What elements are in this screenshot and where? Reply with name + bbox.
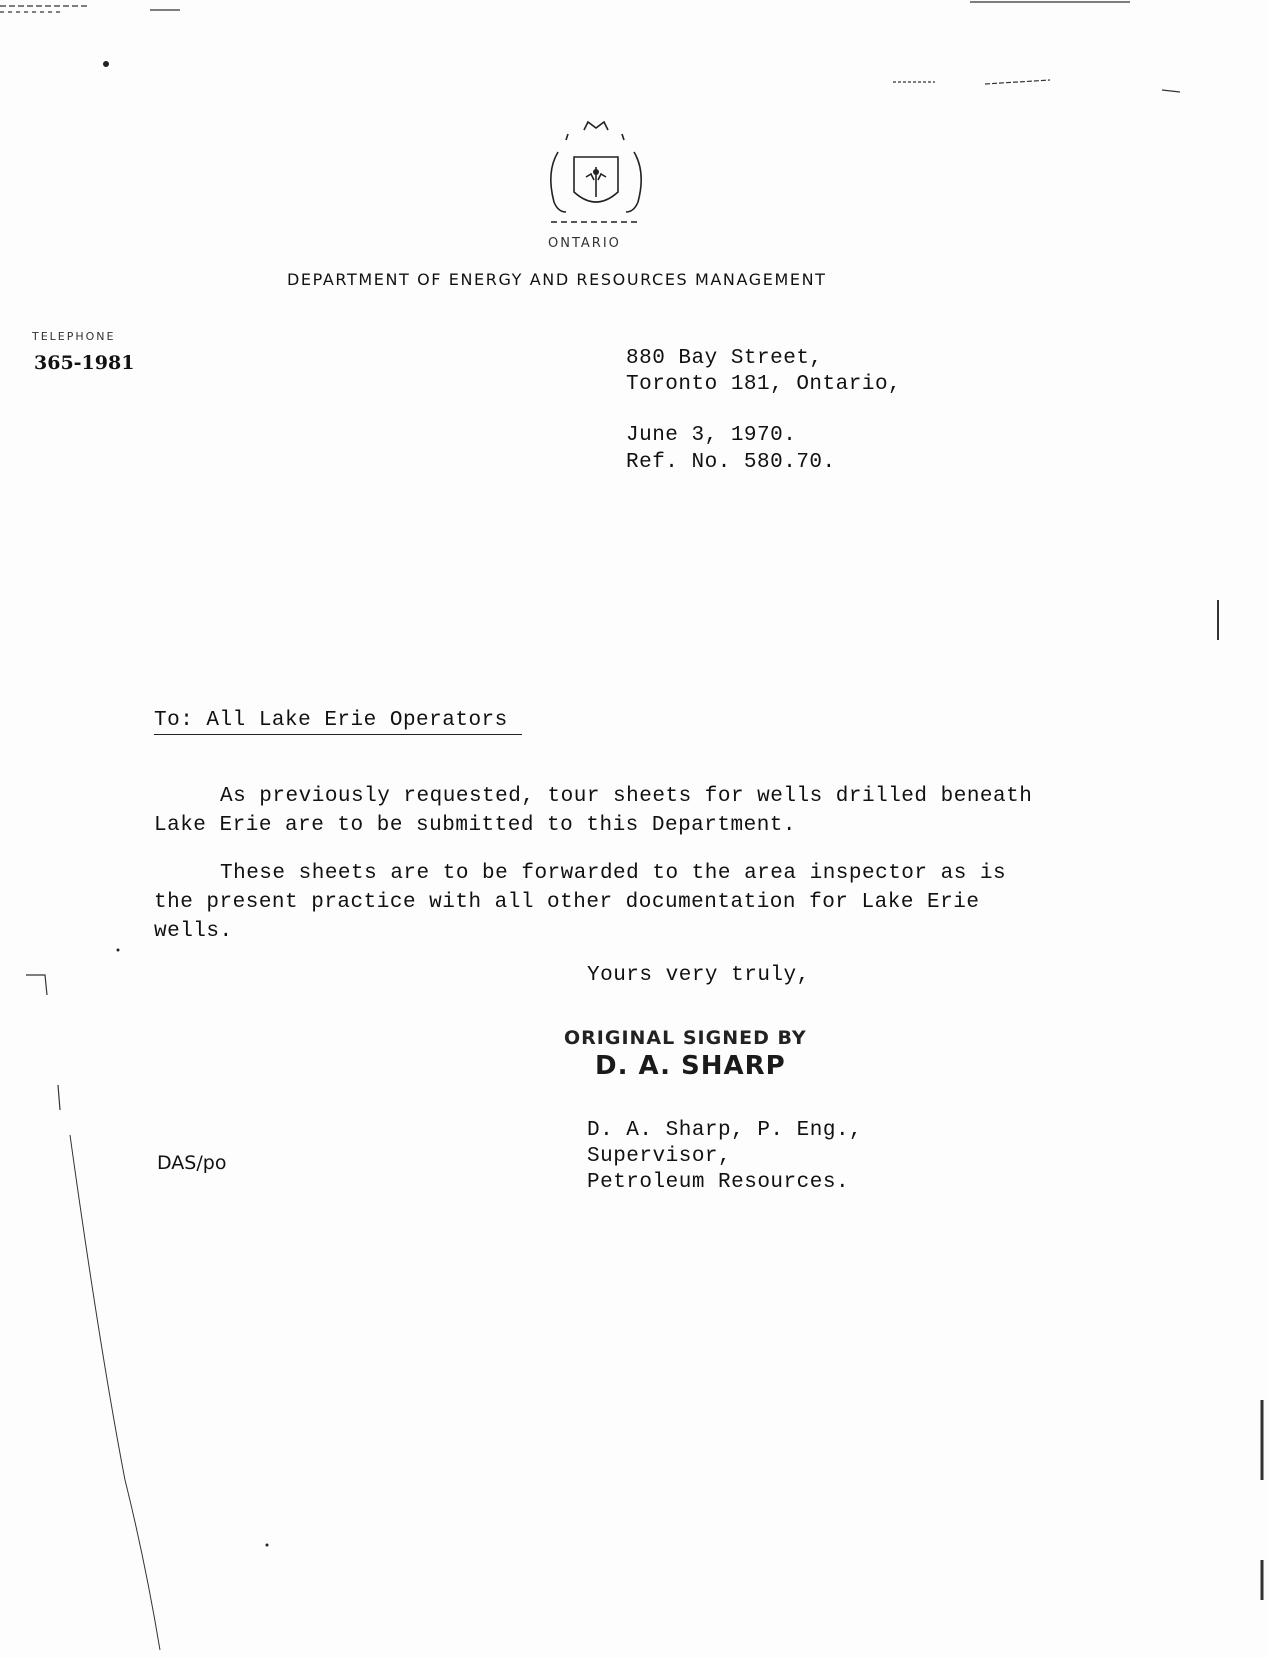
- body-paragraph-1: As previously requested, tour sheets for wells drilled beneath Lake Erie are to be submitted to this Department.: [154, 785, 1033, 837]
- address-street: 880 Bay Street,: [626, 347, 823, 370]
- signer-title: Supervisor,: [587, 1145, 732, 1168]
- telephone-label: TELEPHONE: [32, 330, 116, 343]
- closing-salutation: Yours very truly,: [587, 964, 810, 987]
- signature-stamp-line-2: D. A. SHARP: [595, 1051, 786, 1081]
- department-name: DEPARTMENT OF ENERGY AND RESOURCES MANAGEMENT: [287, 270, 827, 289]
- recipient-line: To: All Lake Erie Operators: [154, 709, 522, 735]
- signer-name: D. A. Sharp, P. Eng.,: [587, 1119, 863, 1142]
- body-paragraph-2: These sheets are to be forwarded to the area inspector as is the present practice with all other documentation for Lake Erie wells.: [154, 862, 1007, 943]
- crest-caption: ONTARIO: [548, 236, 621, 251]
- signature-stamp-line-1: ORIGINAL SIGNED BY: [564, 1027, 807, 1049]
- typist-initials: DAS/po: [157, 1152, 227, 1174]
- reference-number: Ref. No. 580.70.: [626, 451, 836, 474]
- telephone-number: 365-1981: [34, 352, 135, 374]
- ontario-crest-logo: [536, 112, 656, 232]
- letter-date: June 3, 1970.: [626, 424, 797, 447]
- address-city: Toronto 181, Ontario,: [626, 373, 902, 396]
- signer-division: Petroleum Resources.: [587, 1171, 850, 1194]
